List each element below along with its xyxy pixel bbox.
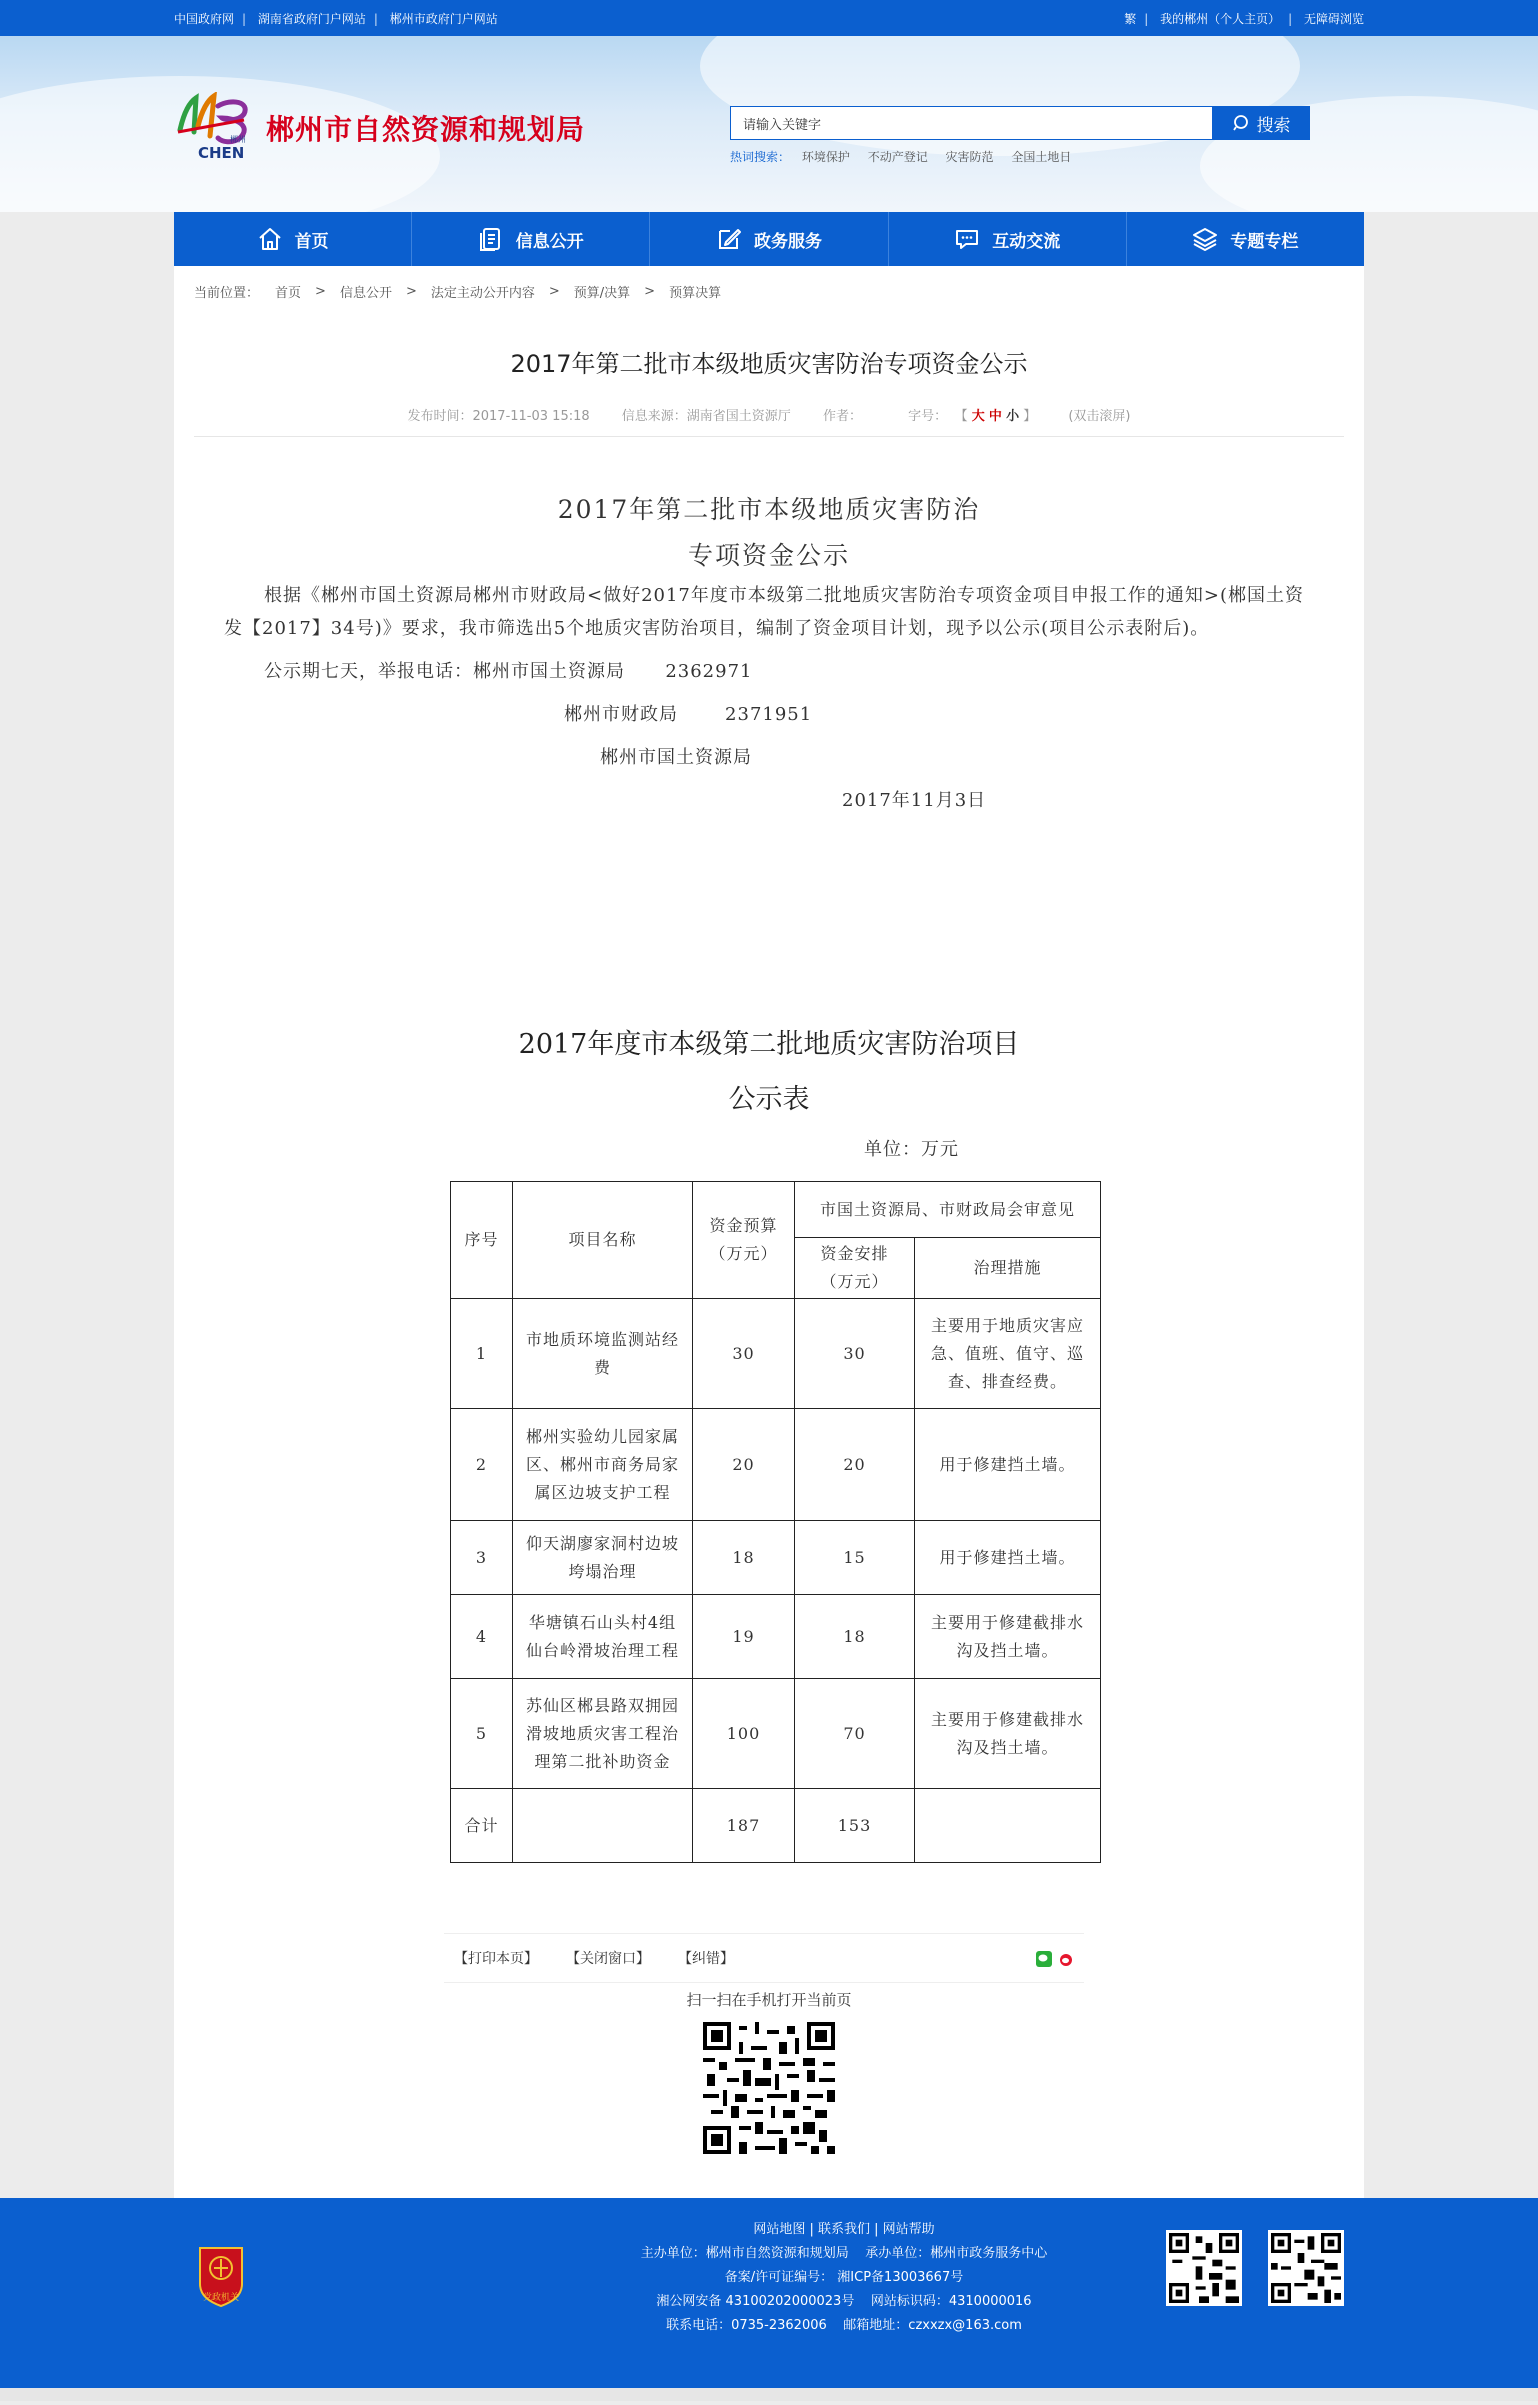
logo-text: CHEN [198,144,245,162]
th-budget: 资金预算（万元） [693,1182,795,1299]
nav-special-topics[interactable] [1127,212,1364,266]
scan-hint: 扫一扫在手机打开当前页 [686,1991,852,2009]
cell-total-label: 合计 [451,1789,513,1863]
top-links-left: 中国政府网 | 湖南省政府门户网站 | 郴州市政府门户网站 [174,11,498,26]
cell-no: 2 [451,1409,513,1521]
party-gov-badge[interactable] [194,2244,248,2303]
footer-qr-code [1268,2230,1344,2306]
home-icon [257,226,283,252]
table-total-row [451,1789,1101,1863]
top-bar [0,0,1538,36]
cell-measure: 用于修建挡土墙。 [915,1409,1101,1521]
cell-measure: 主要用于地质灾害应急、值班、值守、巡查、排查经费。 [915,1299,1101,1409]
body-date: 2017年11月3日 [842,790,987,811]
layers-icon [1192,226,1218,252]
cell-alloc: 20 [795,1409,915,1521]
site-logo[interactable] [174,92,585,164]
font-size-large[interactable]: 大 [971,409,985,424]
breadcrumb-item[interactable]: 法定主动公开内容 [430,285,535,301]
main-nav [174,212,1364,266]
hot-word[interactable]: 环境保护 [801,150,850,164]
nav-label: 专题专栏 [1230,231,1299,252]
hot-words [730,148,1310,165]
th-opinion: 市国土资源局、市财政局会审意见 [795,1182,1101,1238]
search-icon [1233,114,1251,132]
chat-icon [954,226,980,252]
article-tools [444,1933,1084,1983]
table-title-line2: 公示表 [728,1084,810,1115]
hot-word[interactable]: 不动产登记 [867,150,928,164]
link-accessibility[interactable]: 无障碍浏览 [1303,11,1364,26]
breadcrumb: 当前位置： 首页 > 信息公开 > 法定主动公开内容 > 预算/决算 > 预算决算 [194,283,722,301]
search-input[interactable] [730,106,1213,140]
link-gov-cn[interactable]: 中国政府网 [174,11,235,26]
footer-host: 主办单位：郴州市自然资源和规划局 承办单位：郴州市政务服务中心 [640,2246,1048,2261]
cell-no: 3 [451,1521,513,1595]
table-row [451,1409,1101,1521]
hot-word[interactable]: 全国土地日 [1011,150,1072,164]
footer-qr-codes [1166,2230,1344,2306]
th-measure: 治理措施 [915,1238,1101,1299]
breadcrumb-item[interactable]: 信息公开 [339,285,392,301]
print-button[interactable]: 【打印本页】 [454,1951,538,1967]
font-size-small[interactable]: 小 [1006,409,1020,424]
nav-home[interactable] [174,212,412,266]
table-row [451,1521,1101,1595]
cell-budget: 100 [693,1679,795,1789]
cell-budget: 20 [693,1409,795,1521]
cell-name: 市地质环境监测站经费 [513,1299,693,1409]
th-alloc: 资金安排（万元） [795,1238,915,1299]
cell-name: 苏仙区郴县路双拥园滑坡地质灾害工程治理第二批补助资金 [513,1679,693,1789]
cell-measure: 用于修建挡土墙。 [915,1521,1101,1595]
nav-label: 首页 [294,231,329,252]
double-click-scroll: (双击滚屏) [1068,409,1131,424]
cell-measure: 主要用于修建截排水沟及挡土墙。 [915,1679,1101,1789]
link-hunan-gov[interactable]: 湖南省政府门户网站 [257,11,366,26]
cell-budget: 19 [693,1595,795,1679]
link-chenzhou-gov[interactable]: 郴州市政府门户网站 [389,11,498,26]
cell-name: 仰天湖廖家洞村边坡垮塌治理 [513,1521,693,1595]
breadcrumb-item[interactable]: 预算决算 [669,285,722,301]
th-no: 序号 [451,1182,513,1299]
cell-alloc: 30 [795,1299,915,1409]
table-row [451,1299,1101,1409]
footer-police[interactable]: 湘公网安备 43100202000023号 网站标识码：4310000016 [656,2294,1032,2309]
author: 作者： [822,409,862,424]
nav-gov-services[interactable] [650,212,888,266]
hot-words-label: 热词搜索： [730,150,791,164]
cell-no: 4 [451,1595,513,1679]
table-unit: 单位：万元 [864,1139,959,1160]
cell-measure: 主要用于修建截排水沟及挡土墙。 [915,1595,1101,1679]
cell-no: 1 [451,1299,513,1409]
cell-empty [513,1789,693,1863]
header [0,36,1538,212]
search-button[interactable] [1213,106,1310,140]
body-paragraph: 根据《郴州市国土资源局郴州市财政局<做好2017年度市本级第二批地质灾害防治专项资金项目申报工作的通知>(郴国土资发【2017】34号)》要求，我市筛选出5个地质灾害防治项目，编制了资金项目计划，现予以公示(项目公示表附后)。 [224,585,1304,639]
search-box [730,106,1310,165]
edit-icon [716,226,742,252]
body-heading-line2: 专项资金公示 [687,541,850,570]
page-qr-code [703,2022,835,2154]
article-title: 2017年第二批市本级地质灾害防治专项资金公示 [510,350,1028,378]
top-links-right: 繁 | 我的郴州（个人主页） | 无障碍浏览 [1124,11,1364,26]
cell-alloc: 18 [795,1595,915,1679]
badge-text: 党政机关 [202,2293,239,2303]
logo-mark-icon [174,92,256,164]
weibo-icon[interactable] [1058,1951,1074,1967]
footer-qr-code [1166,2230,1242,2306]
cell-name: 华塘镇石山头村4组仙台岭滑坡治理工程 [513,1595,693,1679]
projects-table [450,1181,1101,1863]
footer [0,2198,1538,2388]
cell-total-budget: 187 [693,1789,795,1863]
footer-icp[interactable]: 备案/许可证编号： 湘ICP备13003667号 [724,2270,964,2285]
report-error-button[interactable]: 【纠错】 [678,1951,734,1967]
close-window-button[interactable]: 【关闭窗口】 [566,1951,650,1967]
breadcrumb-item[interactable]: 首页 [275,285,302,301]
cell-name: 郴州实验幼儿园家属区、郴州市商务局家属区边坡支护工程 [513,1409,693,1521]
search-button-label: 搜索 [1256,115,1291,136]
cell-budget: 18 [693,1521,795,1595]
share-buttons [1036,1951,1074,1967]
cell-alloc: 15 [795,1521,915,1595]
nav-label: 信息公开 [515,231,584,252]
footer-links[interactable]: 网站地图 | 联系我们 | 网站帮助 [753,2222,935,2237]
cell-no: 5 [451,1679,513,1789]
th-name: 项目名称 [513,1182,693,1299]
nav-label: 政务服务 [754,231,822,252]
cell-alloc: 70 [795,1679,915,1789]
table-row [451,1679,1101,1789]
body-paragraph: 郴州市财政局 2371951 [564,704,813,725]
publish-time: 发布时间：2017-11-03 15:18 [407,409,590,424]
body-heading-line1: 2017年第二批市本级地质灾害防治 [557,495,981,524]
cell-total-alloc: 153 [795,1789,915,1863]
cell-budget: 30 [693,1299,795,1409]
bottom-strip [0,2388,1538,2401]
wechat-icon[interactable] [1036,1951,1052,1967]
breadcrumb-label: 当前位置： [194,285,260,301]
link-traditional[interactable]: 繁 [1124,11,1137,26]
footer-contact: 联系电话：0735-2362006 邮箱地址：czxxzx@163.com [666,2318,1022,2333]
logo-sub: 郴州 [230,135,246,144]
content-area [174,266,1364,2198]
table-row [451,1595,1101,1679]
article-body [194,487,1344,1161]
document-icon [478,226,504,252]
nav-interaction[interactable] [889,212,1127,266]
nav-info-disclosure[interactable] [412,212,650,266]
body-paragraph: 公示期七天，举报电话：郴州市国土资源局 2362971 [264,661,753,682]
info-source: 信息来源：湖南省国土资源厅 [621,409,791,424]
link-my-chenzhou[interactable]: 我的郴州（个人主页） [1160,11,1281,26]
breadcrumb-item[interactable]: 预算/决算 [573,285,631,301]
article-meta: 发布时间：2017-11-03 15:18 信息来源：湖南省国土资源厅 作者： 字号： 【 大 中 小 】 (双击滚屏) [194,405,1344,437]
footer-info [634,2218,1054,2338]
table-title-line1: 2017年度市本级第二批地质灾害防治项目 [518,1029,1020,1060]
site-title: 郴州市自然资源和规划局 [266,113,586,146]
font-size-medium[interactable]: 中 [988,409,1002,424]
hot-word[interactable]: 灾害防范 [945,150,994,164]
nav-label: 互动交流 [992,231,1061,252]
font-size-label: 字号： [908,409,948,424]
cell-empty [915,1789,1101,1863]
body-paragraph: 郴州市国土资源局 [600,747,752,768]
